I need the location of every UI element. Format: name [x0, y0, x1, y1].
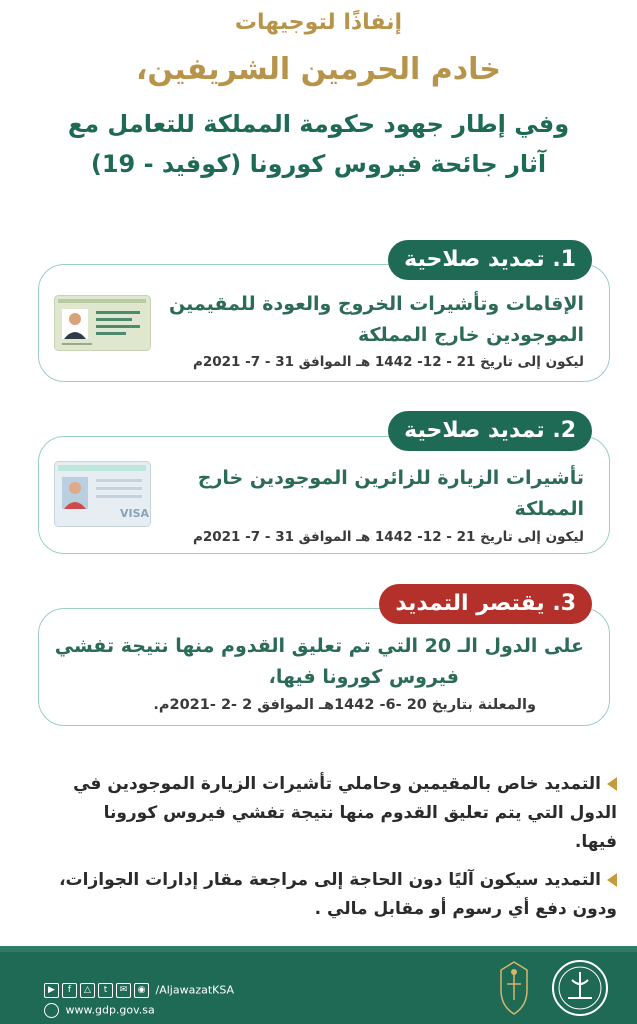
social-bar [44, 983, 234, 998]
bullet-arrow-icon [607, 777, 617, 791]
card-3-date: والمعلنة بتاريخ 20 -6- 1442هـ الموافق 2 -2 -2021م. [153, 697, 536, 713]
card-2-text-line-1: تأشيرات الزيارة للزائرين الموجودين خارج [197, 467, 584, 489]
note-2-line-2: ودون دفع أي رسوم أو مقابل مالي . [314, 899, 617, 919]
card-1-date: ليكون إلى تاريخ 21 - 12- 1442 هـ الموافق 31 - 7- 2021م [192, 354, 584, 370]
ministry-emblem-icon [550, 958, 610, 1018]
card-2-date: ليكون إلى تاريخ 21 - 12- 1442 هـ الموافق 31 - 7- 2021م [192, 529, 584, 545]
card-3-text-line-2: فيروس كورونا فيها، [268, 666, 459, 688]
header-line-1: إنفاذًا لتوجيهات [234, 10, 403, 35]
card-2-text-line-2: المملكة [514, 498, 584, 520]
card-1-text-line-1: الإقامات وتأشيرات الخروج والعودة للمقيمين [168, 293, 584, 315]
note-2 [17, 866, 617, 924]
badge-extension-limited: 3. يقتصر التمديد [379, 584, 592, 624]
card-limit-extension [38, 608, 610, 726]
header-line-4: آثار جائحة فيروس كورونا (كوفيد - 19) [90, 150, 547, 178]
card-visit-visa-extension [38, 436, 610, 554]
snapchat-icon[interactable]: △ [80, 983, 95, 998]
note-1-line-3: فيها. [574, 832, 617, 852]
visa-card-icon [54, 461, 151, 531]
facebook-icon[interactable]: f [62, 983, 77, 998]
instagram-icon[interactable]: ◉ [134, 983, 149, 998]
website-row [44, 1003, 155, 1018]
social-handle[interactable]: /AljawazatKSA [155, 983, 235, 997]
note-1 [17, 770, 617, 857]
email-icon[interactable]: ✉ [116, 983, 131, 998]
header-line-3: وفي إطار جهود حكومة المملكة للتعامل مع [67, 110, 570, 138]
youtube-icon[interactable]: ▶ [44, 983, 59, 998]
note-2-line-1: التمديد سيكون آليًا دون الحاجة إلى مراجعة مقار إدارات الجوازات، [59, 870, 601, 890]
visa-label: VISA [120, 507, 150, 520]
card-1-text-line-2: الموجودين خارج المملكة [357, 324, 584, 346]
residence-card-icon [54, 295, 151, 355]
card-residence-extension [38, 264, 610, 382]
bullet-arrow-icon [607, 873, 617, 887]
website-link[interactable]: www.gdp.gov.sa [65, 1003, 155, 1017]
note-1-line-1: التمديد خاص بالمقيمين وحاملي تأشيرات الزيارة الموجودين في [73, 774, 601, 794]
badge-extend-validity-2: 2. تمديد صلاحية [388, 411, 592, 451]
passports-emblem-icon [495, 960, 533, 1016]
badge-extend-validity-1: 1. تمديد صلاحية [388, 240, 592, 280]
note-1-line-2: الدول التي يتم تعليق القدوم منها نتيجة تفشي فيروس كورونا [103, 803, 617, 823]
header-line-2: خادم الحرمين الشريفين، [135, 52, 502, 87]
globe-icon [44, 1003, 59, 1018]
twitter-icon[interactable]: t [98, 983, 113, 998]
card-3-text-line-1: على الدول الـ 20 التي تم تعليق القدوم منها نتيجة تفشي [54, 635, 584, 657]
